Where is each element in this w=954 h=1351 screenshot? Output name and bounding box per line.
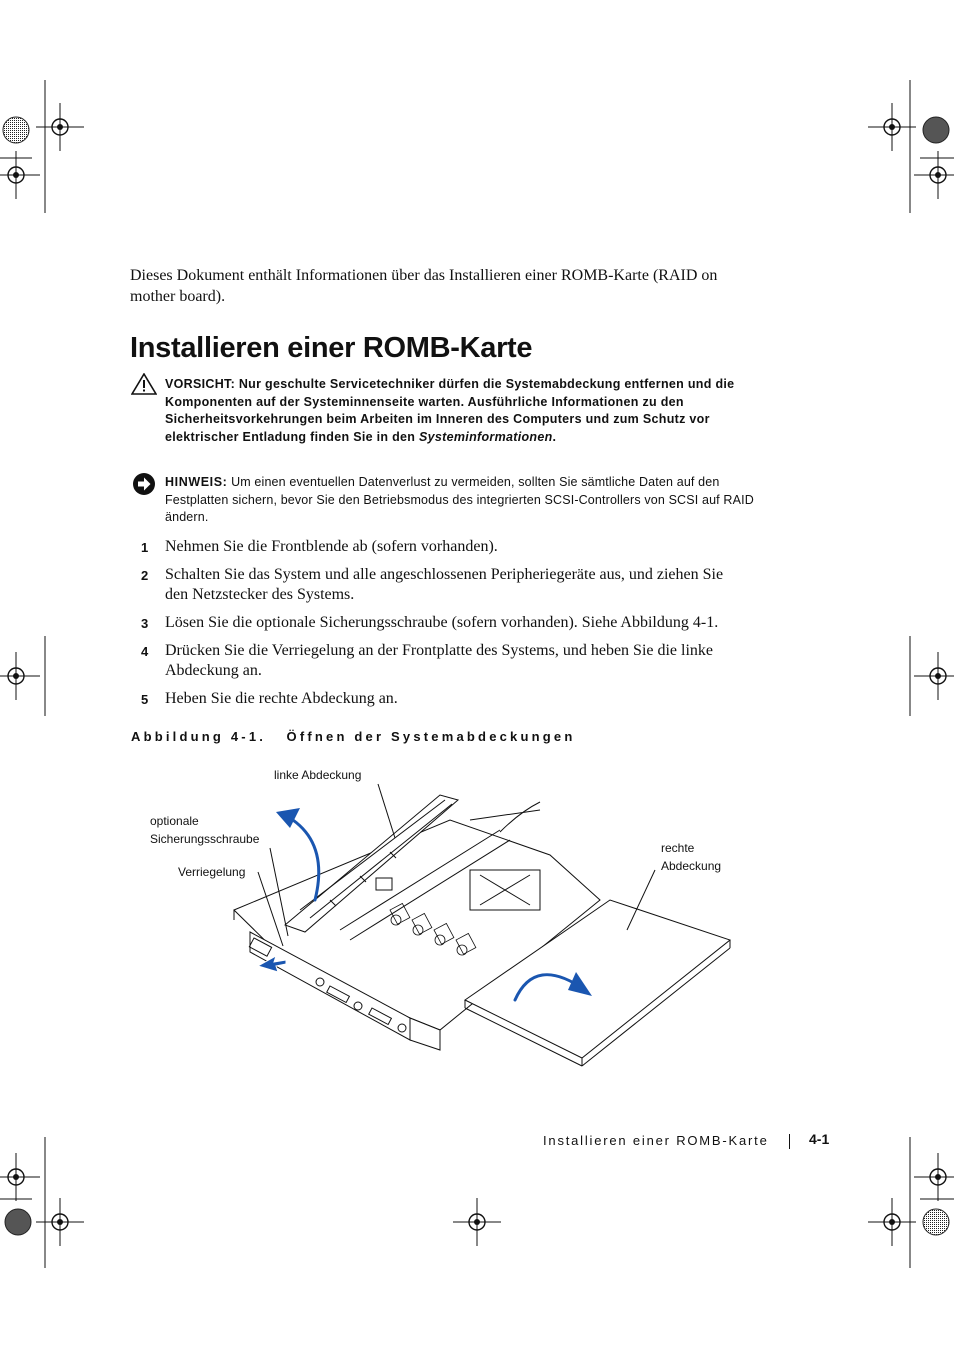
step-text: Lösen Sie die optionale Sicherungsschraube (sofern vorhanden). Siehe Abbildung 4-1. — [165, 614, 719, 631]
list-item — [130, 565, 750, 605]
list-item — [130, 689, 750, 709]
callout-screw-line2: Sicherungsschraube — [150, 832, 260, 846]
steps-list — [130, 537, 750, 717]
step-text: Drücken Sie die Verriegelung an der Frontplatte des Systems, und heben Sie die linke Abdeckung an. — [165, 642, 714, 679]
callout-screw-line1: optionale — [150, 814, 199, 828]
notice-label: HINWEIS: — [165, 475, 228, 489]
callout-left-cover: linke Abdeckung — [274, 768, 362, 782]
step-number: 2 — [141, 568, 149, 583]
page-title: Installieren einer ROMB-Karte — [130, 332, 533, 364]
step-number: 4 — [141, 644, 149, 659]
figure-caption: Abbildung 4-1. Öffnen der Systemabdeckungen — [131, 729, 576, 744]
list-item — [130, 613, 750, 633]
step-number: 1 — [141, 540, 149, 555]
server-illustration — [140, 760, 780, 1070]
warning-icon — [131, 373, 157, 395]
callout-latch: Verriegelung — [178, 865, 246, 879]
caution-end: . — [552, 429, 557, 444]
list-item — [130, 537, 750, 557]
page-number: 4-1 — [809, 1131, 830, 1147]
footer-title: Installieren einer ROMB-Karte — [543, 1133, 769, 1148]
step-number: 3 — [141, 616, 149, 631]
caution-label: VORSICHT: — [165, 377, 236, 391]
step-text: Schalten Sie das System und alle angeschlossenen Peripheriegeräte aus, und ziehen Sie den Netzstecker des Systems. — [165, 566, 724, 603]
step-text: Nehmen Sie die Frontblende ab (sofern vorhanden). — [165, 538, 498, 555]
step-number: 5 — [141, 692, 149, 707]
notice-arrow-icon — [132, 472, 156, 496]
step-text: Heben Sie die rechte Abdeckung an. — [165, 690, 398, 707]
notice-note — [165, 474, 755, 527]
list-item — [130, 641, 750, 681]
callout-right-cover-line2: Abdeckung — [661, 859, 722, 873]
caution-reference: Systeminformationen — [419, 429, 553, 444]
callout-right-cover-line1: rechte — [661, 841, 695, 855]
intro-paragraph: Dieses Dokument enthält Informationen über das Installieren einer ROMB-Karte (RAID on mother board). — [130, 267, 718, 305]
caution-text: Nur geschulte Servicetechniker dürfen die Systemabdeckung entfernen und die Komponenten auf der Systeminnenseite warten. Ausführliche Informationen zu den Sicherheitsvorkehrungen beim Arbeiten im Inneren des Computers und zum Schutz vor elektrischer Entladung finden Sie in den — [165, 377, 735, 444]
notice-text: Um einen eventuellen Datenverlust zu vermeiden, sollten Sie sämtliche Daten auf den Festplatten sichern, bevor Sie den Betriebsmodus des integrierten SCSI-Controllers von SCSI auf RAID ändern. — [165, 475, 754, 524]
caution-note — [165, 376, 755, 446]
footer-divider — [789, 1134, 790, 1149]
